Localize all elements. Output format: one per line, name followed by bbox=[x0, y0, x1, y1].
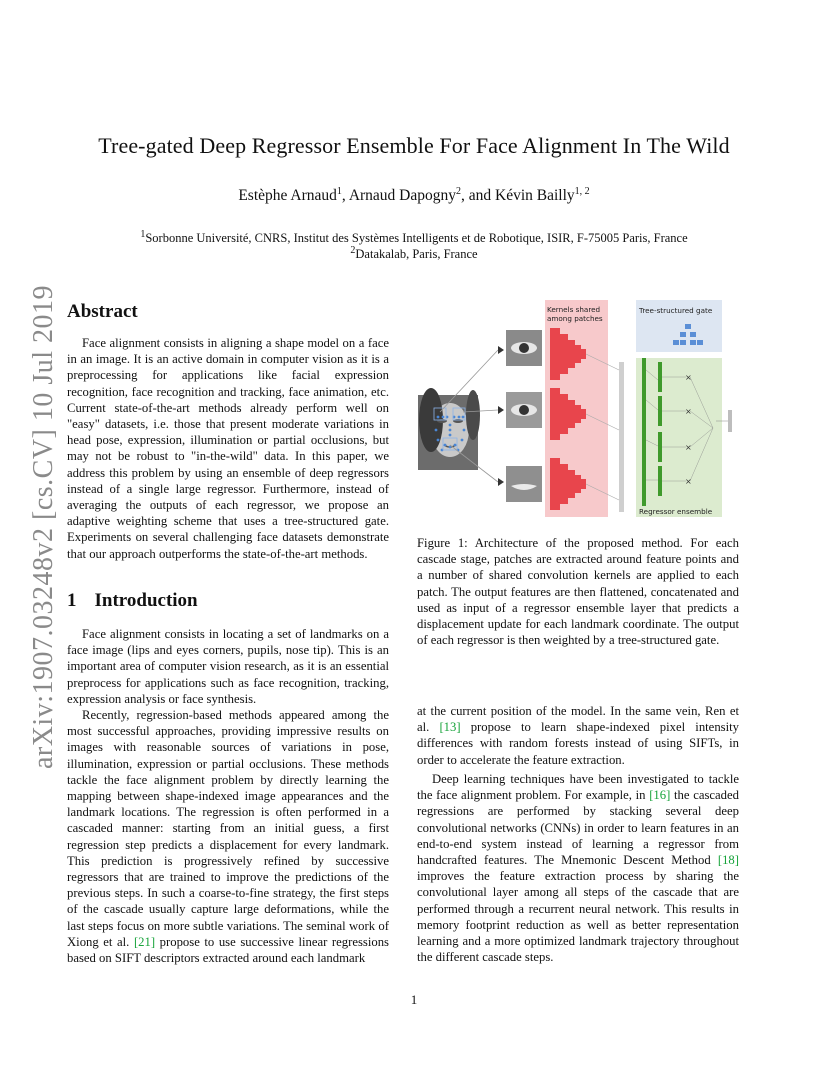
intro-paragraph-1: Face alignment consists in locating a set of landmarks on a face image (lips and eyes corners, pupils, nose tip). This is an important area of computer vision research, as it is an essential preprocess for applications such as face recognition, tracking, expression analysis or face synthesis. bbox=[67, 627, 389, 706]
architecture-diagram bbox=[418, 300, 740, 522]
kernels-label-1: Kernels shared bbox=[547, 305, 601, 314]
citation-link[interactable]: [21] bbox=[133, 934, 156, 949]
mouth-patch bbox=[506, 466, 542, 502]
abstract-heading: Abstract bbox=[67, 301, 138, 322]
citation-link[interactable]: [18] bbox=[717, 853, 739, 868]
gate-label: Tree-structured gate bbox=[639, 306, 713, 315]
section-number: 1 bbox=[67, 590, 77, 611]
citation-link[interactable]: [13] bbox=[439, 720, 461, 735]
intro-paragraph-2-continued bbox=[417, 703, 739, 768]
affiliation-1 bbox=[0, 229, 828, 246]
svg-text:×: × bbox=[685, 443, 692, 452]
page-number: 1 bbox=[410, 992, 418, 1007]
intro-paragraph-3-text-mid: the cascaded regressions are performed by stacking several deep convolutional networks (CNNs) in order to learn features in an end-to-end system instead of learning a regressor from handcrafted features. The Mnemonic Descent Method bbox=[417, 788, 739, 868]
author-2: , Arnaud Dapogny bbox=[341, 187, 456, 205]
arrow-icon bbox=[498, 406, 504, 414]
abstract-body: Face alignment consists in aligning a shape model on a face in an image. It is an active domain in computer vision as it is a preprocessing for applications like facial expression recognition, face recognition and tracking, face animation, etc. Current state-of-the-art methods already perform well on "easy" datasets, i.e. those that present moderate variations in head pose, expression, illumination or partial occlusions, but may not be robust to "in-the-wild" data. In this paper, we address this problem by using an ensemble of deep regressors instead of a single large regressor. Furthermore, instead of averaging the outputs of each regressor, we propose an adaptive weighting scheme that uses a tree-structured gate. Experiments on several challenging face datasets demonstrate that our approach outperforms the state-of-the-art methods. bbox=[67, 336, 389, 561]
eye-patch-right bbox=[506, 392, 542, 428]
architecture-figure bbox=[418, 300, 740, 522]
paper-title: Tree-gated Deep Regressor Ensemble For Face Alignment In The Wild bbox=[98, 133, 730, 158]
intro-paragraph-3-text-end: improves the feature extraction process by sharing the convolutional layer among all steps of the cascade that are performed through a recurrent neural network. This results in memory footprint reduction as well as better representation learning and a more optimized landmark trajectory throughout the different cascade steps. bbox=[417, 869, 739, 965]
ensemble-label: Regressor ensemble bbox=[639, 507, 713, 516]
figure-caption: Figure 1: Architecture of the proposed method. For each cascade stage, patches are extracted around feature points and a number of shared convolution kernels are applied to each patch. The output features are then flattened, concatenated and used as input of a regressor ensemble layer that predicts a displacement update for each landmark coordinate. The output of each regressor is then weighted by a tree-structured gate. bbox=[417, 536, 739, 648]
intro-paragraph-2-continued-end: propose to learn shape-indexed pixel intensity differences with random forests instead of using SIFTs, in order to accelerate the feature extraction. bbox=[417, 720, 739, 767]
kernels-label-2: among patches bbox=[547, 314, 603, 323]
concat-feature-bar bbox=[619, 362, 624, 512]
affiliation-2-marker: 2 bbox=[350, 245, 356, 256]
intro-paragraph-2-text: Recently, regression-based methods appeared among the most successful approaches, providing impressive results on images with reasonable sources of variations in pose, illumination, expression or partial occlusions. These methods tackle the face alignment problem by directly learning the mapping between shape-indexed image appearances and the landmark locations. The regression is often performed in a cascaded manner: starting from an initial guess, a first regression step predicts a displacement for every landmark. This prediction is progressively refined by successive regressors that are trained to improve the predictions of the previous steps. In such a coarse-to-fine strategy, the first steps of the cascade usually capture large deformations, while the last steps focus on more subtle variations. The seminal work of Xiong et al. bbox=[67, 708, 389, 949]
author-1: Estèphe Arnaud bbox=[238, 187, 337, 205]
svg-text:×: × bbox=[685, 477, 692, 486]
intro-paragraph-3-text: Deep learning techniques have been investigated to tackle the face alignment problem. For example, in bbox=[417, 772, 739, 803]
author-1-affil: 1 bbox=[336, 186, 342, 197]
output-bar bbox=[728, 410, 732, 432]
intro-paragraph-3 bbox=[417, 771, 739, 965]
section-title: Introduction bbox=[94, 590, 198, 611]
arrow-icon bbox=[498, 346, 504, 354]
author-3: , and Kévin Bailly bbox=[461, 187, 575, 205]
eye-patch-left bbox=[506, 330, 542, 366]
intro-paragraph-2-continued-text: at the current position of the model. In the same vein, Ren et al. bbox=[417, 704, 739, 735]
citation-link[interactable]: [16] bbox=[649, 788, 671, 803]
affiliation-2 bbox=[0, 245, 828, 262]
affiliation-1-marker: 1 bbox=[140, 229, 146, 240]
author-list bbox=[0, 186, 828, 205]
affiliation-1-text: Sorbonne Université, CNRS, Institut des Systèmes Intelligents et de Robotique, ISIR, F-75005 Paris, France bbox=[145, 231, 688, 246]
svg-text:×: × bbox=[685, 373, 692, 382]
svg-text:×: × bbox=[685, 407, 692, 416]
affiliation-2-text: Datakalab, Paris, France bbox=[355, 247, 478, 262]
intro-paragraph-2-text-end: propose to use successive linear regressions based on SIFT descriptors extracted around each landmark bbox=[67, 934, 389, 966]
face-image bbox=[418, 388, 480, 470]
author-2-affil: 2 bbox=[456, 186, 461, 197]
arxiv-identifier: arXiv:1907.03248v2 [cs.CV] 10 Jul 2019 bbox=[28, 284, 59, 770]
intro-paragraph-2 bbox=[67, 707, 389, 966]
author-3-affil: 1, 2 bbox=[574, 186, 590, 197]
conv-kernel-stacks bbox=[550, 328, 586, 510]
arrow-icon bbox=[498, 478, 504, 486]
introduction-heading bbox=[67, 590, 389, 612]
ensemble-panel bbox=[636, 358, 722, 517]
